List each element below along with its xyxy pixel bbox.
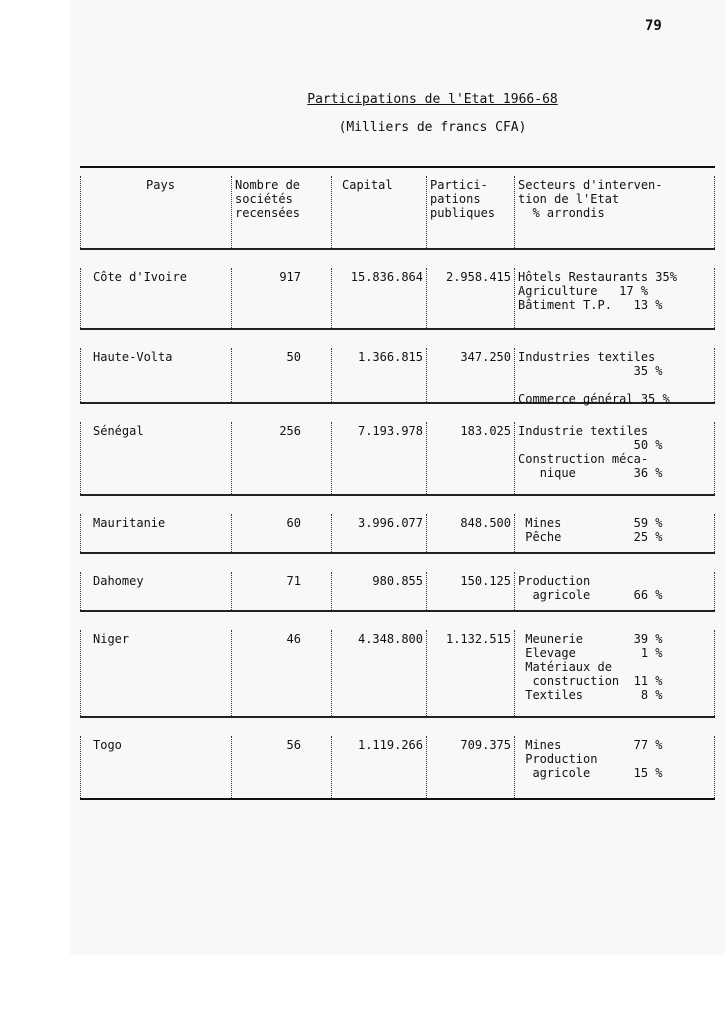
cell-nombre: 256	[232, 422, 332, 494]
table-header-row	[80, 168, 715, 250]
sector-line: Bâtiment T.P. 13 %	[518, 298, 663, 312]
cell-nombre: 50	[232, 348, 332, 402]
cell-pays: Dahomey	[80, 572, 232, 610]
sector-line: Matériaux de	[518, 660, 612, 674]
cell-capital: 7.193.978	[332, 422, 427, 494]
table-row	[80, 496, 715, 554]
table-body	[80, 250, 715, 798]
cell-participations: 150.125	[427, 572, 515, 610]
header-secteurs: Secteurs d'interven- tion de l'Etat % arrondis	[515, 176, 715, 248]
cell-nombre: 46	[232, 630, 332, 716]
sector-line: nique 36 %	[518, 466, 663, 480]
cell-nombre: 71	[232, 572, 332, 610]
cell-secteurs	[515, 572, 715, 610]
cell-nombre: 56	[232, 736, 332, 798]
cell-secteurs	[515, 514, 715, 552]
sector-line: Hôtels Restaurants 35%	[518, 270, 677, 284]
sector-line: construction 11 %	[518, 674, 663, 688]
cell-participations: 848.500	[427, 514, 515, 552]
sector-line: Agriculture 17 %	[518, 284, 649, 298]
sector-line	[518, 378, 711, 392]
cell-capital: 1.366.815	[332, 348, 427, 402]
page-title: Participations de l'Etat 1966-68	[307, 92, 558, 107]
cell-capital: 980.855	[332, 572, 427, 610]
sector-line: 35 %	[518, 364, 663, 378]
cell-pays: Mauritanie	[80, 514, 232, 552]
cell-capital: 3.996.077	[332, 514, 427, 552]
cell-participations: 1.132.515	[427, 630, 515, 716]
cell-participations: 347.250	[427, 348, 515, 402]
cell-participations: 183.025	[427, 422, 515, 494]
cell-capital: 15.836.864	[332, 268, 427, 328]
cell-nombre: 917	[232, 268, 332, 328]
sector-line: Pêche 25 %	[518, 530, 663, 544]
cell-capital: 1.119.266	[332, 736, 427, 798]
sector-line: Mines 77 %	[518, 738, 663, 752]
cell-nombre: 60	[232, 514, 332, 552]
cell-participations: 709.375	[427, 736, 515, 798]
cell-secteurs	[515, 736, 715, 798]
cell-secteurs	[515, 630, 715, 716]
header-capital: Capital	[332, 176, 427, 248]
page-number: 79	[645, 18, 662, 34]
header-nombre: Nombre de sociétés recensées	[232, 176, 332, 248]
sector-line: Industrie textiles	[518, 424, 649, 438]
sector-line: agricole 66 %	[518, 588, 663, 602]
sector-line: Production	[518, 752, 598, 766]
cell-pays: Niger	[80, 630, 232, 716]
cell-secteurs	[515, 348, 715, 406]
cell-pays: Sénégal	[80, 422, 232, 494]
sector-line: Industries textiles	[518, 350, 656, 364]
cell-secteurs	[515, 268, 715, 328]
table-row	[80, 718, 715, 798]
sector-line: Mines 59 %	[518, 516, 663, 530]
table-row	[80, 612, 715, 718]
sector-line: Commerce général 35 %	[518, 392, 670, 406]
cell-pays: Haute-Volta	[80, 348, 232, 402]
cell-capital: 4.348.800	[332, 630, 427, 716]
sector-line: Elevage 1 %	[518, 646, 663, 660]
participations-table	[80, 166, 715, 800]
sector-line: Textiles 8 %	[518, 688, 663, 702]
sector-line: agricole 15 %	[518, 766, 663, 780]
sector-line: Construction méca-	[518, 452, 649, 466]
page-subtitle: (Milliers de francs CFA)	[338, 120, 527, 135]
table-row	[80, 404, 715, 496]
table-row	[80, 554, 715, 612]
sector-line: 50 %	[518, 438, 663, 452]
sector-line: Production	[518, 574, 591, 588]
header-pays: Pays	[80, 176, 232, 248]
cell-pays: Togo	[80, 736, 232, 798]
cell-secteurs	[515, 422, 715, 494]
table-row	[80, 330, 715, 404]
header-participations: Partici- pations publiques	[427, 176, 515, 248]
table-row	[80, 250, 715, 330]
cell-pays: Côte d'Ivoire	[80, 268, 232, 328]
sector-line: Meunerie 39 %	[518, 632, 663, 646]
cell-participations: 2.958.415	[427, 268, 515, 328]
